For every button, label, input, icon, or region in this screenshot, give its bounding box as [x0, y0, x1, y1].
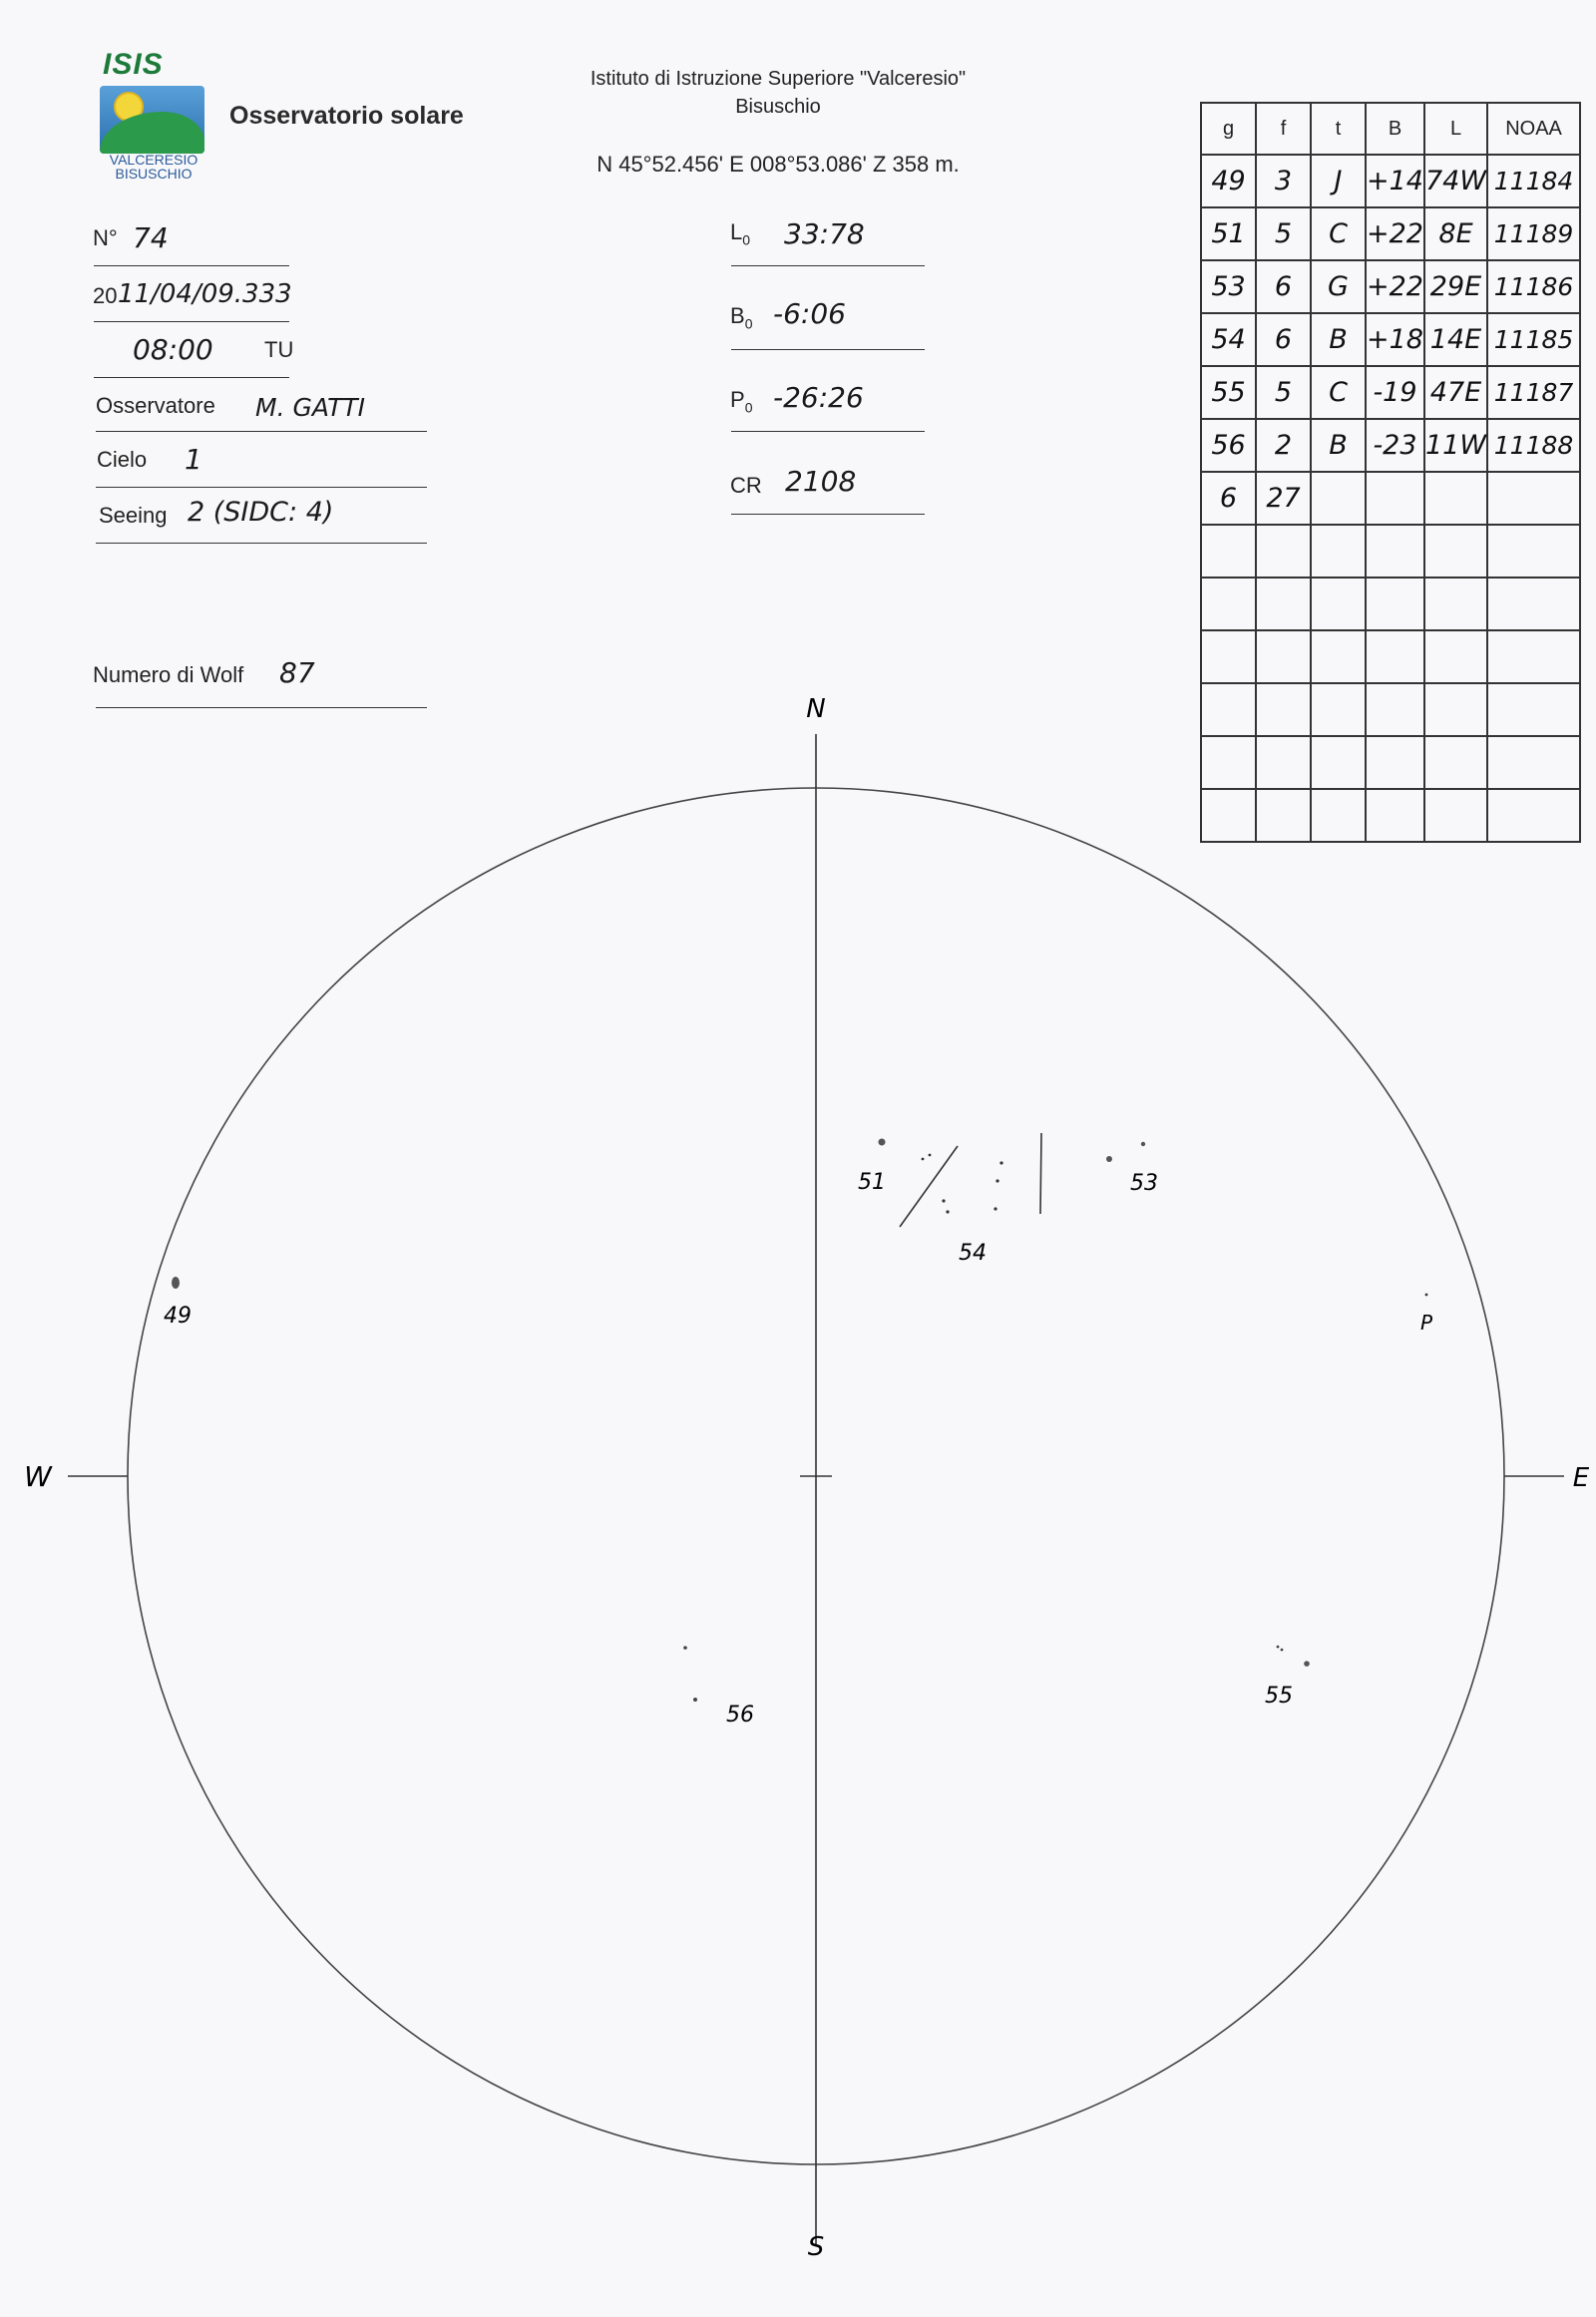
l0-label: $L_0$ — [730, 219, 751, 248]
cr-line — [731, 514, 925, 515]
cell-g: 54 — [1201, 313, 1256, 366]
sunspot-55c — [1304, 1661, 1310, 1667]
sunspot-55b — [1281, 1649, 1284, 1652]
col-header-g: g — [1201, 103, 1256, 155]
table-row — [1201, 525, 1580, 578]
p-marker-dot — [1425, 1294, 1428, 1297]
cell-noaa: 11187 — [1487, 366, 1580, 419]
cell-f: 5 — [1256, 207, 1311, 260]
group-label-53: 53 — [1130, 1171, 1158, 1196]
cell-noaa — [1487, 578, 1580, 630]
cell-noaa: 11184 — [1487, 155, 1580, 207]
group-label-56: 56 — [726, 1703, 754, 1728]
sunspot-49 — [172, 1277, 180, 1289]
date-value: 11/04/09.333 — [118, 279, 292, 309]
cell-l: 14E — [1424, 313, 1487, 366]
observer-label: Osservatore — [96, 393, 215, 418]
sunspot-53a — [1106, 1156, 1112, 1162]
cell-noaa: 11186 — [1487, 260, 1580, 313]
observatory-title: Osservatorio solare — [229, 102, 464, 130]
number-label: N° — [93, 225, 118, 250]
school-logo — [95, 48, 209, 182]
sunspot-56a — [683, 1646, 687, 1650]
cell-noaa — [1487, 630, 1580, 683]
cell-l: 29E — [1424, 260, 1487, 313]
cell-b — [1366, 472, 1424, 525]
cr-label: CR — [730, 473, 762, 498]
cell-b — [1366, 578, 1424, 630]
observatory-coordinates: N 45°52.456' E 008°53.086' Z 358 m. — [597, 152, 960, 177]
wolf-label: Numero di Wolf — [93, 662, 244, 687]
sky-line — [96, 487, 427, 488]
cell-g: 56 — [1201, 419, 1256, 472]
seeing-value: 2 (SIDC: 4) — [188, 497, 334, 528]
sunspot-54g — [994, 1207, 997, 1210]
cell-g — [1201, 630, 1256, 683]
cell-g: 49 — [1201, 155, 1256, 207]
cell-g: 55 — [1201, 366, 1256, 419]
cell-l: 47E — [1424, 366, 1487, 419]
group-label-51: 51 — [858, 1170, 886, 1195]
sunspot-55a — [1277, 1646, 1280, 1649]
col-header-l: L — [1424, 103, 1487, 155]
cell-g — [1201, 578, 1256, 630]
l0-line — [731, 265, 925, 266]
cell-noaa — [1487, 525, 1580, 578]
cell-noaa: 11185 — [1487, 313, 1580, 366]
sky-value: 1 — [185, 443, 202, 476]
table-row — [1201, 260, 1580, 313]
cell-f: 6 — [1256, 260, 1311, 313]
col-header-b: B — [1366, 103, 1424, 155]
table-row — [1201, 313, 1580, 366]
logo-line2: BISUSCHIO — [115, 166, 193, 182]
cell-l: 8E — [1424, 207, 1487, 260]
col-header-noaa: NOAA — [1487, 103, 1580, 155]
south-label: S — [807, 2232, 825, 2262]
sunspot-54d — [946, 1210, 949, 1213]
cell-t: J — [1311, 155, 1366, 207]
group-label-49: 49 — [164, 1304, 192, 1329]
sunspot-54a — [922, 1158, 925, 1161]
east-label: E — [1572, 1463, 1590, 1493]
date-line — [94, 321, 289, 322]
col-header-t: t — [1311, 103, 1366, 155]
date-prefix: 20 — [93, 283, 118, 308]
cell-f: 2 — [1256, 419, 1311, 472]
cell-t: C — [1311, 366, 1366, 419]
cell-f: 3 — [1256, 155, 1311, 207]
sunspot-54e — [999, 1161, 1002, 1164]
cell-l: 11W — [1424, 419, 1487, 472]
cell-g: 6 — [1201, 472, 1256, 525]
l0-value: 33:78 — [784, 217, 865, 250]
cell-l: 74W — [1424, 155, 1487, 207]
cell-b: +22 — [1366, 207, 1424, 260]
cell-l — [1424, 578, 1487, 630]
cell-t: B — [1311, 419, 1366, 472]
cell-t — [1311, 472, 1366, 525]
cell-noaa: 11189 — [1487, 207, 1580, 260]
cell-f — [1256, 630, 1311, 683]
b0-value: -6:06 — [773, 297, 846, 330]
cell-t: B — [1311, 313, 1366, 366]
group-53-axis-line — [1040, 1133, 1041, 1214]
wave-icon — [100, 112, 204, 154]
sunspot-51 — [879, 1139, 886, 1146]
solar-disk-drawing — [0, 688, 1596, 2294]
number-value: 74 — [133, 221, 169, 254]
cell-l — [1424, 525, 1487, 578]
wolf-value: 87 — [279, 656, 315, 689]
cell-t: C — [1311, 207, 1366, 260]
west-label: W — [24, 1460, 52, 1493]
time-unit: TU — [264, 337, 294, 362]
p-marker-label: P — [1419, 1311, 1433, 1335]
cell-l — [1424, 630, 1487, 683]
cell-t — [1311, 578, 1366, 630]
sunspot-56b — [693, 1698, 697, 1702]
institute-town: Bisuschio — [735, 96, 821, 118]
cell-l — [1424, 472, 1487, 525]
p0-value: -26:26 — [773, 381, 864, 414]
observer-line — [96, 431, 427, 432]
cell-b: -19 — [1366, 366, 1424, 419]
cell-f — [1256, 525, 1311, 578]
sky-label: Cielo — [97, 447, 148, 472]
north-label: N — [806, 694, 826, 724]
cell-t — [1311, 525, 1366, 578]
time-line — [94, 377, 289, 378]
seeing-line — [96, 543, 427, 544]
time-value: 08:00 — [133, 333, 213, 366]
logo-line1: VALCERESIO — [109, 152, 199, 168]
table-row — [1201, 155, 1580, 207]
cell-b — [1366, 525, 1424, 578]
group-54-axis-line — [900, 1146, 958, 1227]
logo-name: ISIS — [103, 48, 164, 81]
institute-name: Istituto di Istruzione Superiore "Valceresio" — [590, 68, 967, 90]
b0-label: $B_0$ — [730, 303, 753, 332]
table-row — [1201, 630, 1580, 683]
cell-g: 51 — [1201, 207, 1256, 260]
p0-line — [731, 431, 925, 432]
sunspot-54c — [942, 1199, 945, 1202]
table-row — [1201, 366, 1580, 419]
cell-b: +14 — [1366, 155, 1424, 207]
p0-label: $P_0$ — [730, 387, 753, 416]
col-header-f: f — [1256, 103, 1311, 155]
logo-sun-landscape-icon — [100, 86, 204, 154]
cell-t: G — [1311, 260, 1366, 313]
number-line — [94, 265, 289, 266]
seeing-label: Seeing — [99, 503, 168, 528]
cell-b: +18 — [1366, 313, 1424, 366]
table-row — [1201, 419, 1580, 472]
cell-f — [1256, 578, 1311, 630]
table-row — [1201, 578, 1580, 630]
cell-t — [1311, 630, 1366, 683]
cell-noaa — [1487, 472, 1580, 525]
cell-b — [1366, 630, 1424, 683]
cell-g: 53 — [1201, 260, 1256, 313]
observer-value: M. GATTI — [255, 393, 366, 422]
sunspot-54f — [996, 1179, 998, 1182]
cell-noaa: 11188 — [1487, 419, 1580, 472]
table-row — [1201, 207, 1580, 260]
cell-g — [1201, 525, 1256, 578]
cell-f: 27 — [1256, 472, 1311, 525]
table-row — [1201, 472, 1580, 525]
sunspot-53b — [1141, 1142, 1145, 1146]
cell-f: 6 — [1256, 313, 1311, 366]
cell-f: 5 — [1256, 366, 1311, 419]
b0-line — [731, 349, 925, 350]
sunspot-54b — [929, 1154, 932, 1157]
cr-value: 2108 — [785, 465, 857, 498]
group-label-54: 54 — [959, 1241, 987, 1266]
cell-b: -23 — [1366, 419, 1424, 472]
cell-b: +22 — [1366, 260, 1424, 313]
group-label-55: 55 — [1265, 1684, 1293, 1709]
